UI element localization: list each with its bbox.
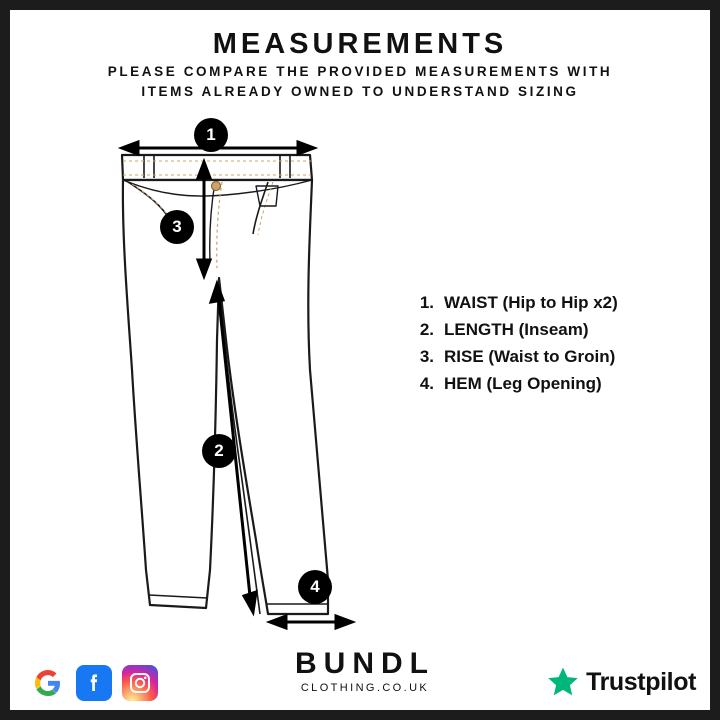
legend-item-hem — [408, 374, 698, 394]
legend-number: 4. — [419, 374, 434, 393]
legend-number: 2. — [419, 320, 434, 339]
legend-item-length — [408, 320, 698, 340]
legend-label: RISE (Waist to Groin) — [444, 347, 616, 366]
page-title: MEASUREMENTS — [212, 28, 508, 60]
legend-number: 3. — [419, 347, 434, 366]
legend-label: WAIST (Hip to Hip x2) — [444, 293, 618, 312]
callout-badge-waist: 1 — [194, 118, 228, 152]
legend-label: HEM (Leg Opening) — [444, 374, 602, 393]
brand-logo — [265, 648, 465, 694]
legend-number: 1. — [419, 293, 434, 312]
callout-badge-length: 2 — [202, 434, 236, 468]
callout-badge-rise: 3 — [160, 210, 194, 244]
brand-name: BUNDL — [295, 647, 435, 680]
subtitle-line-2: ITEMS ALREADY OWNED TO UNDERSTAND SIZING — [141, 84, 579, 99]
trustpilot-label: Trustpilot — [586, 667, 696, 696]
trustpilot-badge[interactable] — [546, 665, 696, 699]
legend-label: LENGTH (Inseam) — [444, 320, 589, 339]
legend-item-waist — [408, 293, 698, 313]
facebook-icon[interactable] — [76, 665, 112, 701]
callout-badge-hem: 4 — [298, 570, 332, 604]
legend-item-rise — [408, 347, 698, 367]
measurement-legend — [408, 293, 698, 401]
brand-domain: CLOTHING.CO.UK — [300, 682, 430, 694]
instagram-icon[interactable] — [122, 665, 158, 701]
subtitle-line-1: PLEASE COMPARE THE PROVIDED MEASUREMENTS WITH — [107, 64, 613, 79]
trustpilot-star-icon — [546, 665, 580, 699]
social-links — [30, 665, 158, 701]
google-icon[interactable] — [30, 665, 66, 701]
size-guide-card — [10, 10, 710, 710]
